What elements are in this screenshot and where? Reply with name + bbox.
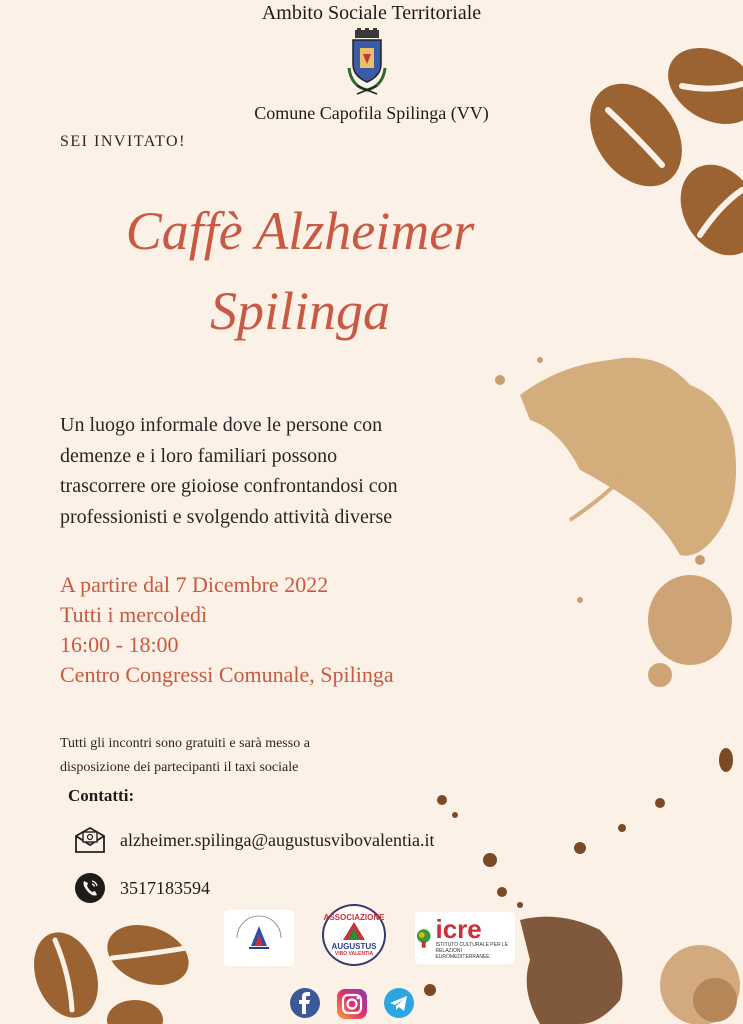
email-icon bbox=[74, 826, 106, 854]
phone-number[interactable]: 3517183594 bbox=[120, 877, 210, 898]
event-start-date: A partire dal 7 Dicembre 2022 bbox=[60, 572, 329, 597]
augustus-small-logo-icon bbox=[229, 914, 289, 962]
telegram-icon[interactable] bbox=[383, 987, 415, 1019]
instagram-icon[interactable] bbox=[335, 987, 369, 1021]
augustus-small-logo bbox=[224, 910, 294, 966]
header-title: Ambito Sociale Territoriale bbox=[261, 2, 482, 24]
assoc-name-text: AUGUSTUS bbox=[331, 942, 377, 951]
assoc-top-text: ASSOCIAZIONE bbox=[323, 913, 385, 922]
phone-icon bbox=[74, 872, 106, 904]
description-line: trascorrere ore gioiose confrontandosi con bbox=[60, 475, 398, 497]
coffee-bean-bottom-2 bbox=[99, 914, 197, 995]
event-venue: Centro Congressi Comunale, Spilinga bbox=[60, 662, 394, 687]
description-line: demenze e i loro familiari possono bbox=[60, 444, 338, 467]
description bbox=[60, 410, 500, 532]
augustus-logo-icon bbox=[339, 922, 369, 942]
coffee-stain-bottom bbox=[520, 917, 740, 1024]
icre-logo-icon bbox=[415, 927, 432, 949]
icre-subtitle-1: ISTITUTO CULTURALE PER LE bbox=[435, 942, 509, 948]
associazione-augustus-logo bbox=[322, 904, 386, 966]
coffee-bean-bottom-1 bbox=[23, 923, 109, 1024]
event-days: Tutti i mercoledì bbox=[60, 602, 208, 627]
icre-name: icre bbox=[435, 914, 482, 944]
email-link[interactable]: alzheimer.spilinga@augustusvibovalentia.it bbox=[120, 829, 435, 850]
icre-logo bbox=[415, 912, 515, 964]
email-contact[interactable] bbox=[74, 826, 435, 854]
event-time: 16:00 - 18:00 bbox=[60, 632, 179, 657]
coffee-bean-bottom-3 bbox=[107, 1000, 163, 1024]
event-title-line2: Spilinga bbox=[209, 281, 390, 341]
description-line: Un luogo informale dove le persone con bbox=[60, 414, 383, 436]
phone-contact[interactable] bbox=[74, 872, 210, 904]
free-note bbox=[60, 732, 460, 780]
note-line: disposizione dei partecipanti il taxi sociale bbox=[60, 760, 299, 775]
coat-of-arms-icon bbox=[343, 28, 391, 96]
facebook-icon[interactable] bbox=[289, 987, 321, 1019]
description-line: professionisti e svolgendo attività diverse bbox=[60, 505, 393, 528]
event-details bbox=[60, 570, 394, 690]
contacts-label: Contatti: bbox=[68, 786, 135, 805]
coffee-stain-large bbox=[495, 357, 736, 687]
assoc-bottom-text: VIBO VALENTIA bbox=[334, 951, 374, 957]
header-subtitle: Comune Capofila Spilinga (VV) bbox=[254, 103, 489, 123]
icre-subtitle-2: RELAZIONI EUROMEDITERRANEE bbox=[435, 948, 490, 960]
event-title-line1: Caffè Alzheimer bbox=[125, 201, 475, 261]
invite-label: SEI INVITATO! bbox=[60, 133, 186, 150]
note-line: Tutti gli incontri sono gratuiti e sarà messo a bbox=[60, 736, 310, 751]
